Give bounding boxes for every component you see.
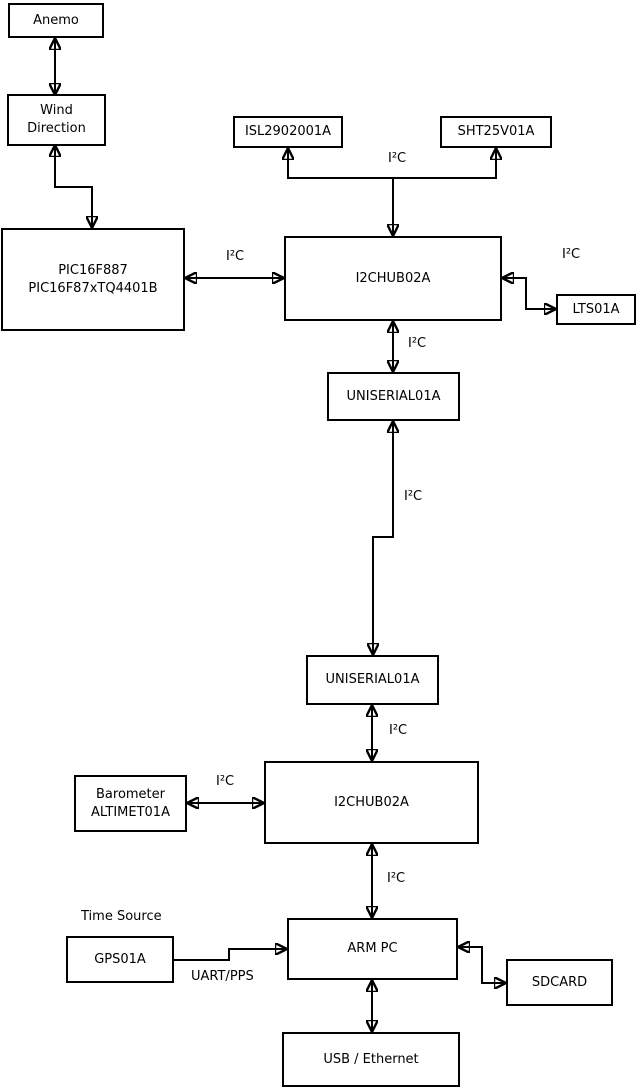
- box-isl2902001a-label: ISL2902001A: [244, 124, 332, 139]
- box-anemo: [8, 3, 104, 38]
- box-usb-ethernet: [282, 1032, 460, 1087]
- connector-gps-armpc: [173, 949, 287, 960]
- box-wind-direction: [7, 94, 106, 146]
- label-uart-pps: UART/PPS: [191, 969, 254, 984]
- box-uniserial01a-bottom: [306, 655, 439, 705]
- box-sht25v01a-label: SHT25V01A: [457, 124, 535, 139]
- box-wind-direction-label-line1: Wind: [40, 103, 73, 118]
- box-i2chub02a-bottom: [264, 761, 479, 844]
- box-wind-direction-label-line2: Direction: [27, 121, 86, 136]
- box-i2chub02a-top-label: I2CHUB02A: [355, 270, 431, 286]
- label-i2c-hub1-sensors: I²C: [388, 151, 407, 166]
- box-sdcard: [506, 959, 613, 1006]
- box-sdcard-label: SDCARD: [531, 974, 588, 990]
- box-pic16f887-label-line2: PIC16F87xTQ4401B: [28, 280, 158, 296]
- box-barometer-label-line2: ALTIMET01A: [91, 804, 170, 820]
- label-i2c-hub2-armpc: I²C: [387, 871, 406, 886]
- connector-armpc-sdcard: [458, 947, 506, 983]
- box-uniserial01a-top: [327, 372, 460, 421]
- box-gps01a-label: GPS01A: [94, 951, 146, 967]
- label-i2c-uniserial1-uniserial2: I²C: [404, 489, 423, 504]
- label-i2c-pic-hub1: I²C: [226, 249, 245, 264]
- label-i2c-uniserial2-hub2: I²C: [389, 723, 408, 738]
- box-barometer: [74, 775, 187, 832]
- box-i2chub02a-bottom-label: I2CHUB02A: [334, 794, 409, 810]
- box-isl2902001a: [233, 116, 343, 148]
- box-usb-ethernet-label: USB / Ethernet: [323, 1051, 419, 1067]
- box-lts01a: [556, 294, 636, 325]
- box-uniserial01a-bottom-label: UNISERIAL01A: [325, 672, 420, 687]
- box-barometer-label-line1: Barometer: [96, 786, 165, 802]
- box-lts01a-label: LTS01A: [572, 301, 620, 317]
- connector-hub1-lts: [502, 278, 556, 309]
- box-anemo-label: Anemo: [33, 12, 79, 28]
- box-gps01a: [66, 936, 174, 983]
- connector-wind-pic: [55, 145, 92, 228]
- box-arm-pc-label: ARM PC: [347, 941, 398, 956]
- connector-uniserial1-uniserial2: [373, 421, 393, 655]
- label-i2c-hub1-lts: I²C: [562, 247, 581, 262]
- label-time-source: Time Source: [81, 909, 162, 924]
- label-i2c-hub1-uniserial1: I²C: [408, 336, 427, 351]
- box-i2chub02a-top: [284, 236, 502, 321]
- box-uniserial01a-top-label: UNISERIAL01A: [346, 388, 441, 404]
- label-i2c-barometer-hub2: I²C: [216, 774, 235, 789]
- box-arm-pc: [287, 918, 458, 980]
- box-pic16f887: [1, 228, 185, 331]
- box-pic16f887-label-line1: PIC16F887: [58, 262, 128, 278]
- box-sht25v01a: [440, 116, 552, 148]
